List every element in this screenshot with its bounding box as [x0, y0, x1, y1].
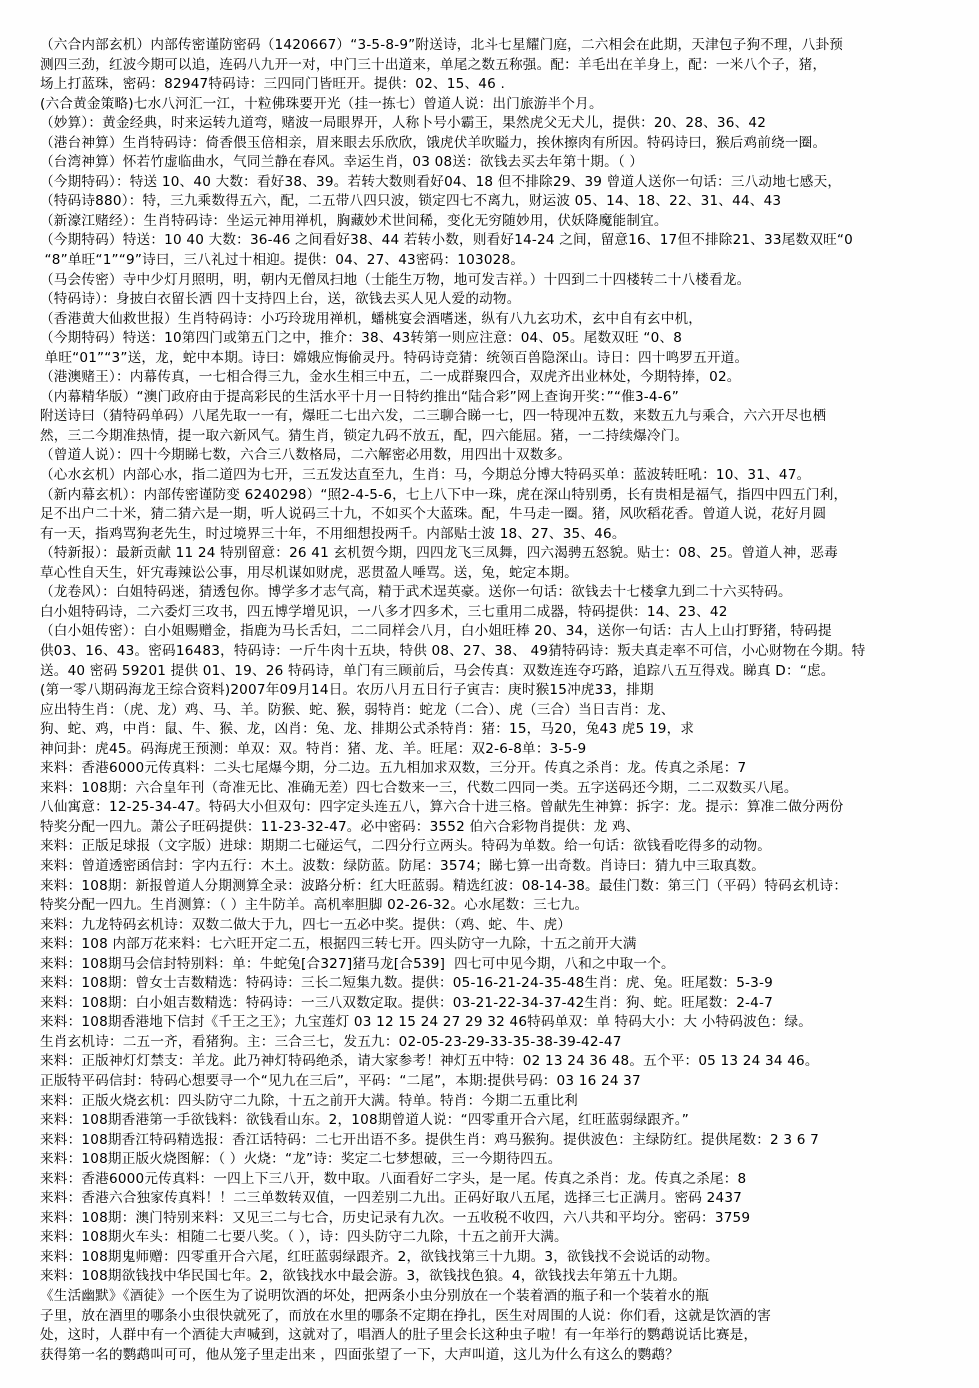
text-line: 来料：108期香港第一手欲钱料：欲钱看山东。2，108期曾道人说：“四零重开合六尾，红旺蓝弱绿跟齐。” — [40, 1112, 689, 1129]
text-line: 来料：108期鬼师赠：四零重开合六尾，红旺蓝弱绿跟齐。2，欲钱找第三十九期。3，欲钱找不会说话的动物。 — [40, 1248, 719, 1265]
text-line: 来料：香港6000元传真料：二头七尾爆今期，分二边。五九相加求双数，三分开。传真之杀肖：龙。传真之杀尾：7 — [40, 760, 747, 777]
text-line: 特奖分配一四九。生肖测算：（ ）主牛防羊。高机率胆脚 02-26-32。心水尾数：三七九。 — [40, 897, 589, 914]
text-line: 来料：108 内部万花来料：七六旺开定二五，根据四三转七开。四头防守一九除，十五之前开大满 — [40, 936, 637, 953]
text-line: （今期特码）特送：10 40 大数：36-46 之间看好38、44 若转小数，则看好14-24 之间，留意16、17但不排除21、33尾数双旺“0 — [40, 232, 854, 249]
text-line: “8”单旺“1”“9”诗曰，三八礼过十相迎。提供：04、27、43密码：103028。 — [40, 252, 525, 269]
text-line: 来料：香港6000元传真料：一四上下三八开，数中取。八面看好二字头，是一尾。传真之杀肖：龙。传真之杀尾：8 — [40, 1170, 747, 1187]
text-line: （特码诗）：身披白衣留长洒 四十支持四上台，送，欲钱去买人见人爱的动物。 — [40, 291, 521, 308]
text-line: 子里，放在酒里的哪条小虫很快就死了，而放在水里的哪条不定期在挣扎，医生对周围的人说：你们看，这就是饮酒的害 — [40, 1307, 772, 1324]
text-line: 来料：108期：新报曾道人分期测算全录：波路分析：红大旺蓝弱。精选红波：08-14-38。最佳门数：第三门（平码）特码玄机诗： — [40, 877, 848, 894]
text-line: 来料：108期火车头：相随二七要八奖。（ ），诗：四头防守二九除，十五之前开大满。 — [40, 1229, 568, 1246]
text-line: 特奖分配一四九。萧公子旺码提供：11-23-32-47。必中密码：3552 伯六合彩物肖提供：龙 鸡、 — [40, 818, 640, 835]
text-line: （新内幕玄机）：内部传密谨防变 6240298）“照2-4-5-6，七上八下中一珠，虎在深山特别勇，长有贵相是福气，指四中四五门利， — [40, 486, 848, 503]
text-line: 来料：108期香江特码精选报：香江话特码：二七开出语不多。提供生肖：鸡马猴狗。提供波色：主绿防红。提供尾数：2 3 6 7 — [40, 1131, 819, 1148]
text-line: （新濠江赌经）：生肖特码诗：坐运元神用禅机，胸藏妙术世间稀，变化无穷随妙用，伏妖降魔能制宜。 — [40, 212, 668, 229]
text-line: （特码诗880）：特，三九乘数得五六，配，二五带八四只波，锁定四七不离九，财运波 05、14、18、22、31、44、43 — [40, 193, 782, 210]
text-line: 八仙寓意：12-25-34-47。特码大小但双句：四字定头连五八，算六合十进三格。曾献先生神算：拆字：龙。提示：算准二做分两份 — [40, 799, 844, 816]
text-line: （龙卷风）：白姐特码迷，猜透包你。博学多才志气高，精于武术逞英豪。送你一句话：欲钱去十七楼拿九到二十六买特码。 — [40, 584, 792, 601]
text-line: 附送诗曰（猜特码单码）八尾先取一一有，爆旺二七出六发，二三聊合睇一七，四一特现冲五数，来数五九与乘合，六六开尽也栖 — [40, 408, 827, 425]
text-line: （妙算）：黄金经典，时来运转九道弯，赌波一局眼界开，人称卜号小霸王，果然虎父无犬儿，提供：20、28、36、42 — [40, 115, 767, 132]
text-line: （今期特码）特送：10第四门或第五门之中，推介：38、43转第一则应注意：04、05。尾数双旺 “0、8 — [40, 330, 683, 347]
text-line: 足不出户二十米，猜二猜六是一期，听人说码三十九，不如买个大蓝珠。配，牛马走一圈。猪，风吹稻花香。曾道人说，花好月圆 — [40, 506, 827, 523]
text-line: 来料：108期欲钱找中华民国七年。2，欲钱找水中最会游。3，欲钱找色狼。4，欲钱找去年第五十九期。 — [40, 1268, 687, 1285]
text-line: （香港黄大仙救世报）生肖特码诗：小巧玲珑用禅机，蟠桃宴会酒嗜迷，纵有八九玄功术，玄中自有玄中机， — [40, 310, 703, 327]
text-line: 来料：九龙特码玄机诗：双数二做大于九，四七一五必中奖。提供：（鸡、蛇、牛、虎） — [40, 916, 572, 933]
text-line: （心水玄机）内部心水，指二道四为七开，三五发达直至九，生肖：马，今期总分博大特码买单：蓝波转旺吼：10、31、47。 — [40, 467, 811, 484]
text-line: （今期特码）：特送 10、40 大数：看好38、39。若转大数则看好04、18 但不排除29、39 曾道人送你一句话：三八动地七感天， — [40, 173, 842, 190]
text-line: （特新报）：最新贡献 11 24 特别留意：26 41 玄机贺今期，四四龙飞三凤舞，四六渴骋五怒貌。贴士：08、25。曾道人神，恶毒 — [40, 545, 838, 562]
text-line: 单旺“01”“3”送，龙，蛇中本期。诗曰：嫦娥应悔偷灵丹。特码诗竞猜：统领百兽隐深山。诗日：四十鸣罗五开道。 — [40, 349, 749, 366]
text-line: 来料：108期：白小姐吉数精选：特码诗：一三八双数定取。提供：03-21-22-34-37-42生肖：狗、蛇。旺尾数：2-4-7 — [40, 994, 773, 1011]
text-line: 处，这时，人群中有一个酒徒大声喊到，这就对了，唱酒人的肚子里会长这种虫子啦！有一年举行的鹦鹉说话比赛是， — [40, 1327, 758, 1344]
text-line: 正版特平码信封：特码心想要寻一个“见九在三后”，平码：“二尾”，本期:提供号码：03 16 24 37 — [40, 1072, 641, 1089]
text-line: （港澳赌王）：内幕传真，一七相合得三九，金水生相三中五，二一成群聚四合，双虎齐出业林处，今期特捧，02。 — [40, 369, 741, 386]
text-line: 供03、16、43。密码16483，特码诗：一斤牛肉十五块，特供 08、27、38、 49猜特码诗：叛夫真走率不可信，小心财物在今期。特 — [40, 642, 866, 659]
text-line: (第一零八期码海龙王综合资料)2007年09月14日。农历八月五日行子寅吉：庚时猴15冲虎33，排期 — [40, 682, 654, 699]
text-line: 白小姐特码诗，二六委灯三攻书，四五博学增见识，一八多才四多术，三七重用二成器，特码提供：14、23、42 — [40, 603, 728, 620]
text-line: 来料：108期正版火烧图解：（ ）火烧：“龙”诗：奖定二七梦想破，三一今期待四五。 — [40, 1151, 562, 1168]
text-line: 测四三劲，红波今期可以追，连码八九开一对，中门三十出道来，单尾之数五称强。配：羊毛出在羊身上，配：一米八个子，猪， — [40, 56, 827, 73]
text-line: 场上打蓝珠，密码：82947特码诗：三四同门皆旺开。提供：02、15、46 . — [40, 76, 506, 93]
text-line: （曾道人说）：四十今期睇七数，六合三八数格局，二六解密必用数，用四出十双数多。 — [40, 447, 572, 464]
text-line: （六合内部玄机）内部传密谨防密码（1420667）“3-5-8-9”附送诗，北斗七星耀门庭，二六相会在此期，天津包子狗不理，八卦预 — [40, 37, 844, 53]
text-line: （内幕精华版）“澳门政府由于提高彩民的生活水平十月一日特约推出“陆合彩”网上查询开奖：”“倠3-4-6” — [40, 388, 679, 405]
text-block — [40, 36, 951, 1365]
text-line: 狗、蛇、鸡，中肖：鼠、牛、猴、龙，凶肖：兔、龙、排期公式杀特肖：猪：15，马20，兔43 虎5 19，求 — [40, 721, 695, 738]
text-line: 来料：108期：曾女士吉数精选：特码诗：三长二短集九数。提供：05-16-21-24-35-48生肖：虎、兔。旺尾数：5-3-9 — [40, 975, 773, 992]
text-line: 获得第一名的鹦鹉叫可可，他从笼子里走出来 ，四面张望了一下，大声叫道，这儿为什么有这么的鹦鹉？ — [40, 1346, 680, 1363]
text-line: （白小姐传密）：白小姐赐赠金，指鹿为马长舌妇，二二同样会八月，白小姐旺棒 20、34，送你一句话：古人上山打野猪，特码提 — [40, 623, 832, 640]
text-line: (六合黄金策略)七水八河汇一江，十粒佛珠要开光（挂一拣七）曾道人说：出门旅游半个月。 — [40, 95, 603, 112]
text-line: 生肖玄机诗：二五一齐，看猪狗。主：三合三七，发五九：02-05-23-29-33-35-38-39-42-47 — [40, 1033, 622, 1050]
text-line: 应出特生肖：（虎、龙）鸡、马、羊。防猴、蛇、猴，弱特肖：蛇龙（二合）、虎（三合）当日吉肖：龙、 — [40, 701, 675, 718]
text-line: 来料：108期马会信封特别料：单：牛蛇兔[合327]猪马龙[合539] 四七可中见今期，八和之中取一个。 — [40, 955, 675, 972]
text-line: 有一天，指鸡骂狗老先生，时过境界三十年，不用细想投两千。内部贴士波 18、27、35、46。 — [40, 525, 626, 542]
text-line: （马会传密）寺中少灯月照明，明，朝内无僧凤扫地（士能生万物，地可发吉祥。）十四到二十四楼转二十八楼看龙。 — [40, 271, 751, 288]
text-line: 神问卦：虎45。码海虎王预测：单双：双。特肖：猪、龙、羊。旺尾：双2-6-8单：3-5-9 — [40, 740, 587, 757]
text-line: （台湾神算）怀若竹虚临曲水，气同兰静在春风。幸运生肖，03 08送：欲钱去买去年第十期。（ ） — [40, 154, 644, 171]
text-line: 来料：正版足球报（文字版）进球：期期二七碰运气，二四分行立两头。特码为单数。给一句话：欲钱看吃得多的动物。 — [40, 838, 772, 855]
text-line: 《生活幽默》《酒徒》一个医生为了说明饮酒的坏处，把两条小虫分别放在一个装着酒的瓶子和一个装着水的瓶 — [40, 1288, 710, 1304]
text-line: 然，三二今期准热情，提一取六新风气。猜生肖，锁定九码不放五，配，四六能屈。猪，一二持续爆冷门。 — [40, 427, 689, 444]
text-line: 来料：108期香港地下信封《千王之王》；九宝莲灯 03 12 15 24 27 29 32 46特码单双：单 特码大小：大 小特码波色：绿。 — [40, 1014, 813, 1031]
text-line: 来料：108期：澳门特别来料：又见三二与七合，历史记录有九次。一五收税不收四，六八共和平均分。密码：3759 — [40, 1209, 751, 1226]
text-line: 来料：正版火烧玄机：四头防守二九除，十五之前开大满。特单。特肖：今期二五重比利 — [40, 1092, 578, 1109]
text-line: 来料：正版神灯灯禁支：羊龙。此乃神灯特码绝杀，请大家参考！神灯五中特：02 13 24 36 48。五个平：05 13 24 34 46。 — [40, 1053, 819, 1070]
text-line: 来料：曾道透密函信封：字内五行：木土。波数：绿防蓝。防尾：3574；睇七算一出奇数。肖诗曰：猜九中三取真数。 — [40, 857, 766, 874]
text-line: （港台神算）生肖特码诗：倚香偎玉倍相亲，眉来眼去乐欣欣，饿虎伏羊吹賹力，挨休擦肉有所因。特码诗曰，猴后鸡前绕一圈。 — [40, 134, 827, 151]
text-line: 来料：108期：六合皇年刊（奇准无比、准确无差）四七合数来一三，代数二四同一类。五字送码还今期，二二双数买八尾。 — [40, 779, 798, 796]
text-line: 送。40 密码 59201 提供 01、19、26 特码诗，单门有三顾前后，马会传真：双数连连夺巧路，追踪八五互得戏。睇真 D：“虑。 — [40, 662, 835, 679]
text-line: 草心性自天生，奸宄毒辣讼公事，用尽机谋如财虎，恶贯盈人唾骂。送，兔，蛇定本期。 — [40, 564, 578, 581]
text-line: 来料：香港六合独家传真料！！二三单数转双值，一四差别二九出。正码好取八五尾，选择三七正满月。密码 2437 — [40, 1190, 743, 1207]
